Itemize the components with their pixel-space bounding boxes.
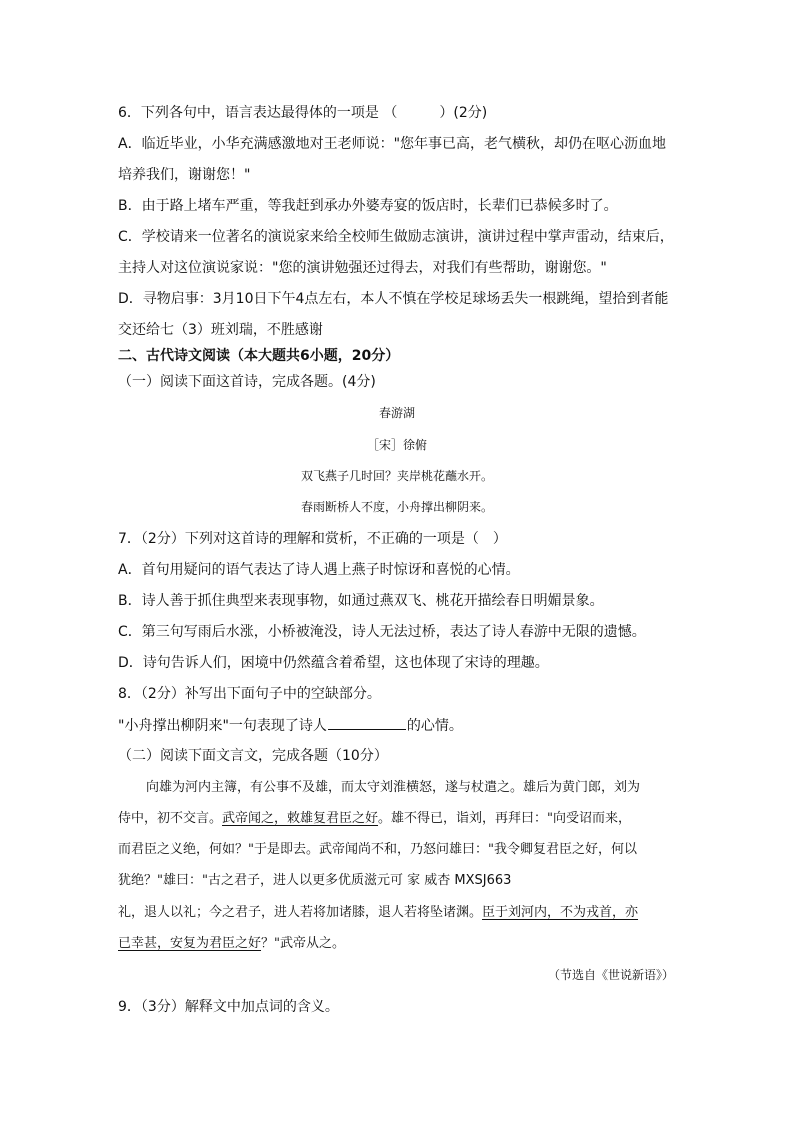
passage-line-1: 向雄为河内主簿，有公事不及雄，而太守刘淮横怒，遂与杖遣之。雄后为黄门郎，刘为	[146, 780, 641, 795]
passage-text: 犹绝？"雄曰："古之君子，进人以更多优质滋元可	[118, 873, 403, 888]
q6-option-a-line2: 培养我们，谢谢您！"	[118, 167, 251, 183]
passage-line-6	[118, 934, 345, 954]
part1-instruction: （一）阅读下面这首诗，完成各题。(4分)	[118, 374, 376, 390]
q6-stem: 6．下列各句中，语言表达最得体的一项是 （ ）(2分)	[118, 105, 488, 121]
passage-underlined-sentence-2-cont: 已幸甚，安复为君臣之好	[118, 936, 262, 951]
passage-source: （节选自《世说新语》）	[547, 968, 674, 982]
q6-option-d-line2: 交还给七（3）班刘瑞，不胜感谢	[118, 322, 323, 338]
q8-answer-blank[interactable]	[328, 715, 406, 730]
q7-option-d: D．诗句告诉人们，困境中仍然蕴含着希望，这也体现了宋诗的理趣。	[118, 655, 549, 671]
poem-line-2: 春雨断桥人不度，小舟撑出柳阴来。	[300, 500, 493, 514]
passage-text: 。雄不得已，诣刘，再拜曰："向受诏而来，	[378, 811, 632, 826]
q8-fill-after: 的心情。	[406, 718, 463, 734]
q7-option-c: C．第三句写雨后水涨，小桥被淹没，诗人无法过桥，表达了诗人春游中无限的遗憾。	[118, 624, 646, 640]
passage-underlined-sentence-1: 武帝闻之，敕雄复君臣之好	[222, 811, 379, 826]
passage-line-2	[118, 809, 631, 829]
passage-line-4	[118, 871, 511, 891]
passage-underlined-sentence-2: 臣于刘河内，不为戎首，亦	[482, 905, 639, 920]
q8-stem: 8．（2分）补写出下面句子中的空缺部分。	[118, 686, 381, 702]
q6-option-d-line1: D．寻物启事：3月10日下午4点左右，本人不慎在学校足球场丢失一根跳绳，望拾到者能	[118, 291, 669, 307]
poem-title: 春游湖	[378, 406, 415, 420]
q6-option-a-line1: A．临近毕业，小华充满感激地对王老师说："您年事已高，老气横秋，却仍在呕心沥血地	[118, 136, 667, 152]
q8-fill-before: "小舟撑出柳阴来"一句表现了诗人	[118, 718, 327, 734]
passage-text: 礼，退人以礼；今之君子，进人若将加诸膝，退人若将坠诸渊。	[118, 905, 483, 920]
q7-option-b: B．诗人善于抓住典型来表现事物，如通过燕双飞、桃花开描绘春日明媚景象。	[118, 593, 604, 609]
q8-fill-sentence	[118, 715, 463, 736]
watermark-text: 家 威杏 MXSJ663	[402, 873, 512, 888]
q6-option-b: B．由于路上堵车严重，等我赶到承办外婆寿宴的饭店时，长辈们已恭候多时了。	[118, 198, 618, 214]
passage-line-5	[118, 903, 638, 923]
passage-text: 侍中，初不交言。	[118, 811, 223, 826]
q9-stem: 9．（3分）解释文中加点词的含义。	[118, 999, 339, 1015]
q7-option-a: A．首句用疑问的语气表达了诗人遇上燕子时惊讶和喜悦的心情。	[118, 562, 520, 578]
q6-option-c-line2: 主持人对这位演说家说："您的演讲勉强还过得去，对我们有些帮助，谢谢您。"	[118, 260, 607, 276]
part2-instruction: （二）阅读下面文言文，完成各题（10分）	[118, 748, 388, 764]
section-heading: 二、古代诗文阅读（本大题共6小题，20分）	[118, 348, 400, 364]
poem-author: ［宋］徐俯	[366, 438, 427, 452]
q6-option-c-line1: C．学校请来一位著名的演说家来给全校师生做励志演讲，演讲过程中掌声雷动，结束后，	[118, 229, 674, 245]
passage-text: ？"武帝从之。	[261, 936, 345, 951]
passage-line-3: 而君臣之义绝，何如？"于是即去。武帝闻尚不和，乃怒问雄曰："我令卿复君臣之好，何以	[118, 842, 637, 857]
q7-stem: 7．（2分）下列对这首诗的理解和赏析，不正确的一项是（ ）	[118, 531, 507, 547]
poem-line-1: 双飞燕子几时回？夹岸桃花蘸水开。	[300, 469, 493, 483]
